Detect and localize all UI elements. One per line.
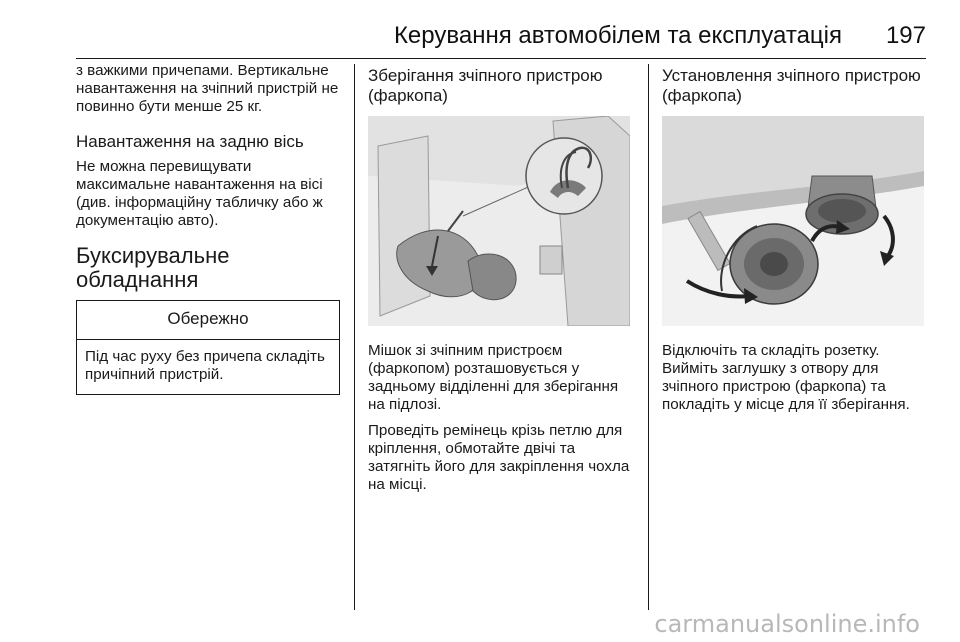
page-header-title: Керування автомобілем та експлуатація	[393, 22, 842, 49]
site-watermark: carmanualsonline.info	[654, 610, 920, 638]
intro-paragraph: з важкими причепами. Вертикальне навантаження на зчіпний пристрій не повинно бути менше 25 кг.	[76, 62, 339, 115]
column-divider	[354, 64, 355, 610]
column-middle	[368, 62, 636, 494]
column-left	[76, 62, 344, 395]
rear-axle-paragraph: Не можна перевищувати максимальне навантаження на вісі (див. інформаційну табличку або ж документацію авто).	[76, 158, 323, 229]
storage-paragraph-1: Мішок зі зчіпним пристроєм (фаркопом) розташовується у задньому відділенні для зберігання на підлозі.	[368, 342, 619, 413]
page-number: 197	[885, 22, 926, 49]
towing-equipment-heading: Буксирувальне обладнання	[76, 243, 230, 292]
towbar-socket-illustration	[662, 116, 924, 326]
caution-text: Під час руху без причепа складіть причіпний пристрій.	[85, 348, 325, 383]
column-right	[662, 62, 930, 414]
caution-title: Обережно	[77, 301, 339, 340]
trunk-towbar-bag-illustration	[368, 116, 630, 326]
header-divider	[76, 58, 926, 59]
installation-heading: Установлення зчіпного пристрою (фаркопа)	[662, 66, 921, 105]
storage-heading: Зберігання зчіпного пристрою (фаркопа)	[368, 66, 603, 105]
installation-paragraph: Відключіть та складіть розетку. Вийміть заглушку з отвору для зчіпного пристрою (фаркопа) та покладіть у місце для її зберігання.	[662, 342, 910, 413]
column-divider	[648, 64, 649, 610]
rear-axle-heading: Навантаження на задню вісь	[76, 132, 304, 151]
storage-paragraph-2: Проведіть ремінець крізь петлю для кріплення, обмотайте двічі та затягніть його для закріплення чохла на місці.	[368, 422, 630, 493]
caution-box	[76, 300, 340, 395]
